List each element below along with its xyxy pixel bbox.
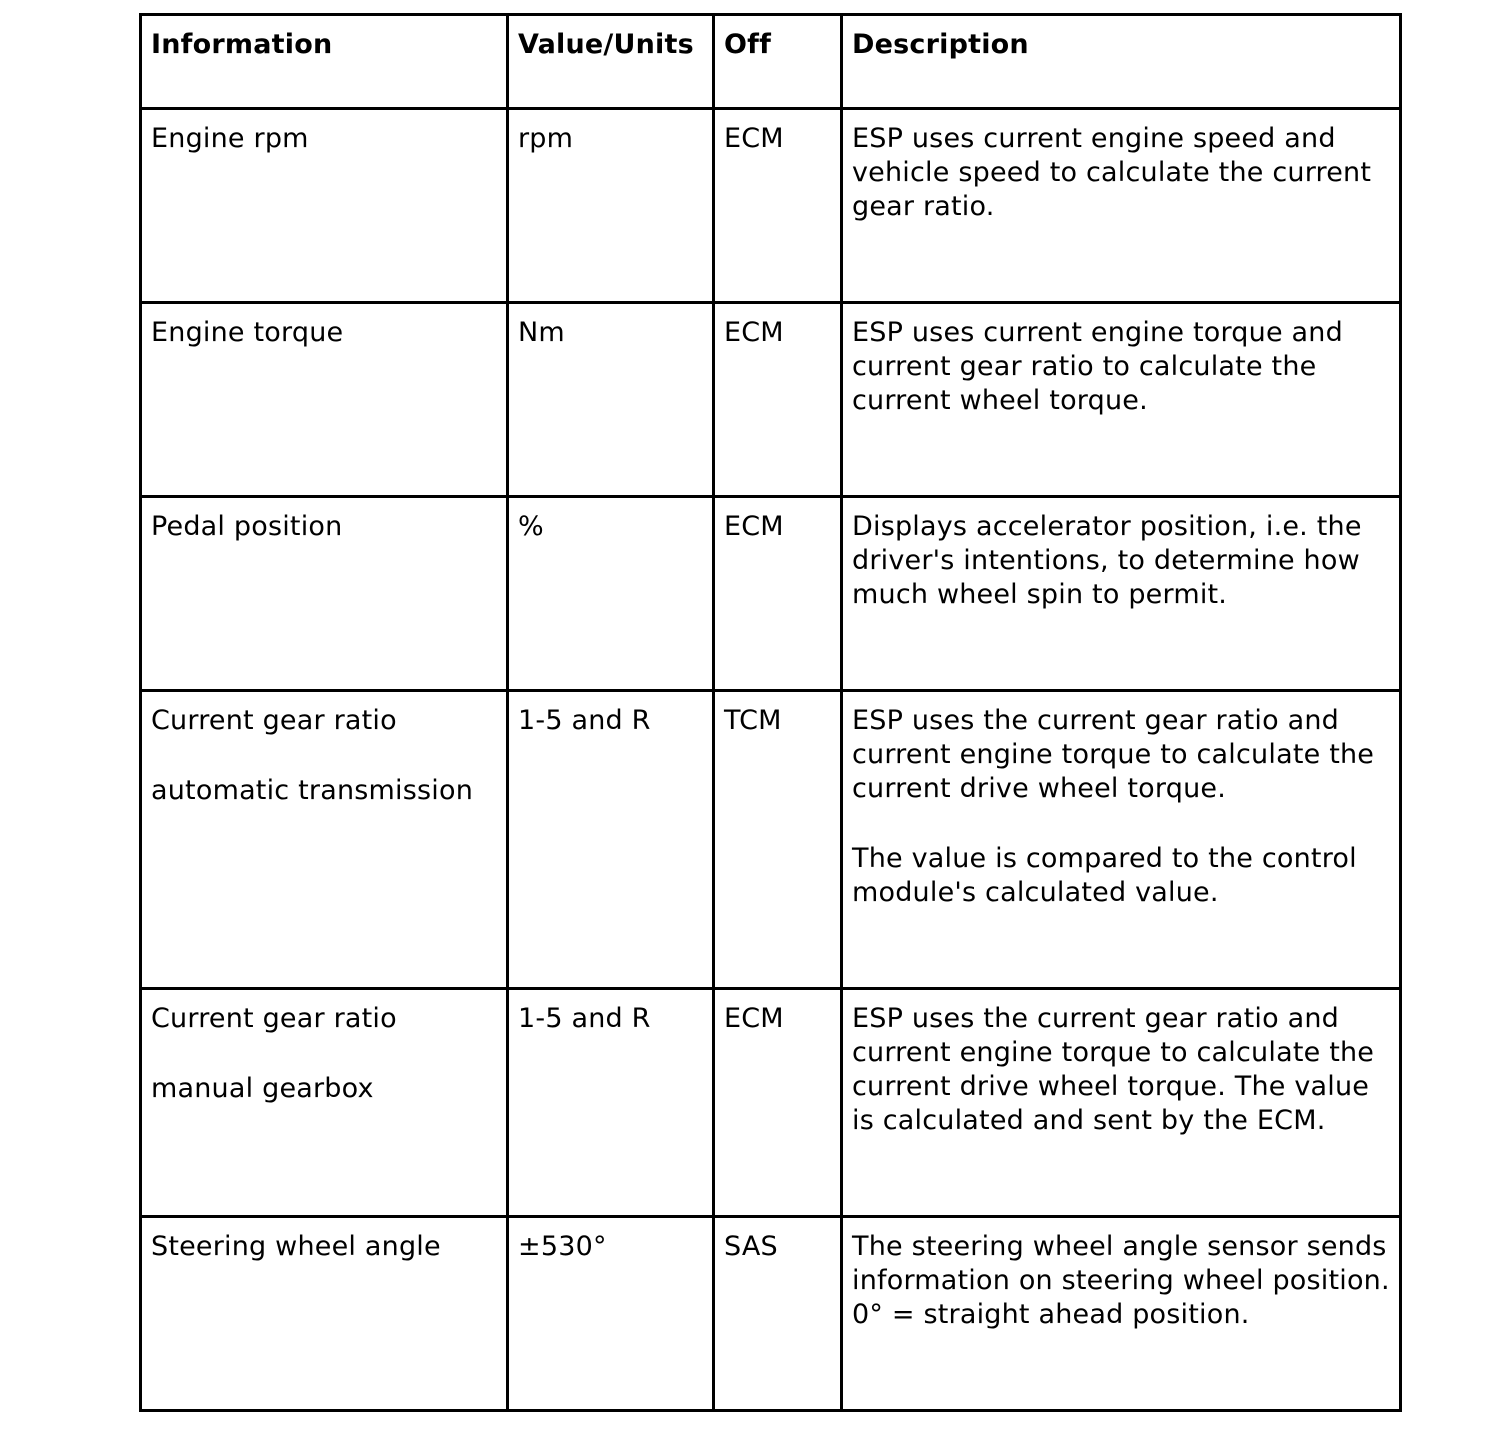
table-row [141, 303, 1401, 497]
value-cell: rpm [508, 109, 714, 303]
information-cell [141, 989, 508, 1217]
information-table [139, 13, 1402, 1412]
value-cell: Nm [508, 303, 714, 497]
description-cell [842, 109, 1401, 303]
table-row [141, 691, 1401, 989]
off-cell: SAS [714, 1217, 842, 1411]
off-cell: ECM [714, 109, 842, 303]
header-information: Information [141, 15, 508, 109]
table-row [141, 989, 1401, 1217]
information-cell [141, 109, 508, 303]
description-text: Displays accelerator position, i.e. the driver's intentions, to determine how much wheel spin to permit. [852, 511, 1362, 610]
table-row [141, 497, 1401, 691]
table-row [141, 1217, 1401, 1411]
value-cell: ±530° [508, 1217, 714, 1411]
information-cell [141, 497, 508, 691]
value-cell: 1-5 and R [508, 989, 714, 1217]
value-cell: 1-5 and R [508, 691, 714, 989]
information-text: Steering wheel angle [151, 1231, 441, 1262]
information-text: Current gear ratio [151, 705, 397, 736]
description-cell [842, 1217, 1401, 1411]
description-text: ESP uses the current gear ratio and current engine torque to calculate the current drive wheel torque. [852, 705, 1375, 804]
off-cell: ECM [714, 303, 842, 497]
information-text: Pedal position [151, 511, 343, 542]
information-subtext: automatic transmission [151, 775, 474, 806]
off-cell: TCM [714, 691, 842, 989]
description-cell [842, 497, 1401, 691]
header-row [141, 15, 1401, 109]
information-cell [141, 1217, 508, 1411]
table-row [141, 109, 1401, 303]
value-cell: % [508, 497, 714, 691]
description-subtext: The value is compared to the control module's calculated value. [852, 843, 1357, 908]
information-cell [141, 691, 508, 989]
header-value-units: Value/Units [508, 15, 714, 109]
information-cell [141, 303, 508, 497]
header-off: Off [714, 15, 842, 109]
description-cell [842, 303, 1401, 497]
information-text: Current gear ratio [151, 1003, 397, 1034]
off-cell: ECM [714, 989, 842, 1217]
information-text: Engine rpm [151, 123, 309, 154]
header-description: Description [842, 15, 1401, 109]
information-subtext: manual gearbox [151, 1073, 374, 1104]
description-cell [842, 989, 1401, 1217]
description-text: ESP uses current engine torque and current gear ratio to calculate the current wheel torque. [852, 317, 1343, 416]
information-text: Engine torque [151, 317, 344, 348]
description-text: ESP uses the current gear ratio and current engine torque to calculate the current drive wheel torque. The value is calculated and sent by the ECM. [852, 1003, 1375, 1136]
description-text: The steering wheel angle sensor sends information on steering wheel position. 0° = straight ahead position. [852, 1231, 1390, 1330]
off-cell: ECM [714, 497, 842, 691]
description-text: ESP uses current engine speed and vehicle speed to calculate the current gear ratio. [852, 123, 1372, 222]
description-cell [842, 691, 1401, 989]
